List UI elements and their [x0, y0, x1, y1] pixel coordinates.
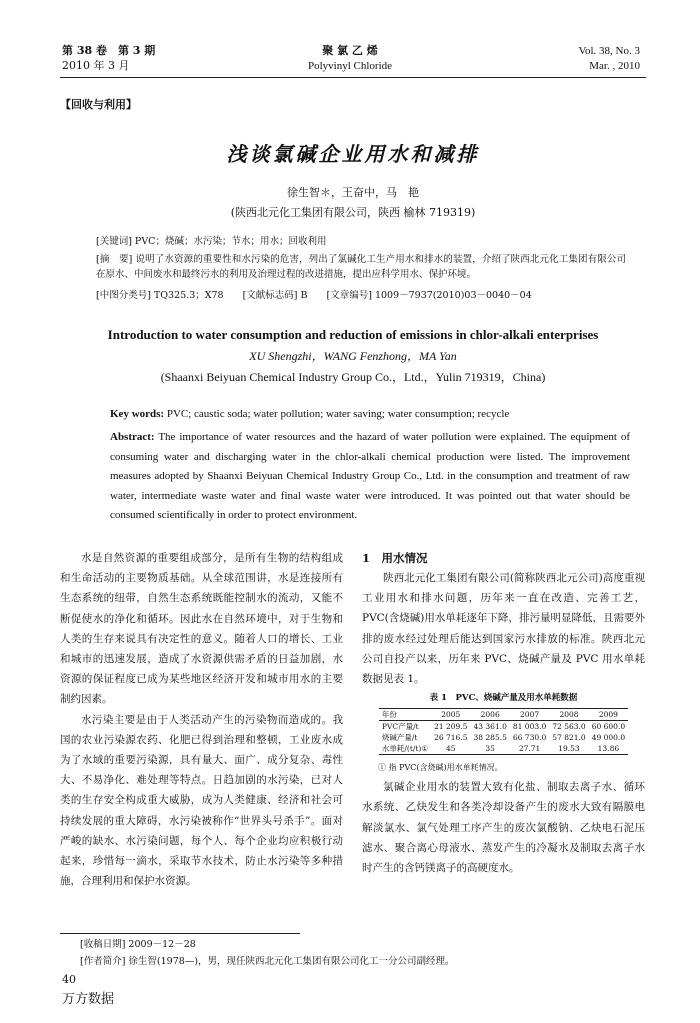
table-header-row — [379, 709, 628, 721]
table-header-cell: 年份 — [381, 710, 397, 720]
received-date: [收稿日期] 2009－12－28 — [80, 939, 196, 950]
keywords-en-label: Key words: — [110, 408, 165, 420]
journal-date: 2010 年 3 月 — [62, 59, 130, 72]
table-cell: 49 000.0 — [591, 733, 626, 743]
page-number: 40 — [62, 973, 76, 986]
table-cell: 43 361.0 — [473, 722, 507, 732]
title-en: Introduction to water consumption and reduction of emissions in chlor-alkali enterprises — [107, 327, 599, 342]
classification-cn: [中图分类号] TQ325.3；X78 [文献标志码] B [文章编号] 1009－7937(2010)03－0040－04 — [96, 290, 532, 301]
authors-cn: 徐生智＊，王奋中，马 艳 — [287, 186, 419, 199]
table-cell: 19.53 — [558, 744, 580, 754]
section-heading: 1 用水情况 — [362, 551, 428, 565]
table-cell: 81 003.0 — [512, 722, 547, 732]
header-rule — [60, 77, 646, 78]
left-column — [60, 548, 343, 891]
section-label: 【回收与利用】 — [60, 98, 137, 111]
table-header-cell: 2009 — [598, 710, 618, 720]
table-cell: 35 — [485, 744, 495, 754]
page-title: 浅谈氯碱企业用水和减排 — [226, 142, 480, 166]
table-cell: PVC产量/t — [381, 722, 419, 732]
table-caption: 表 1 PVC、烧碱产量及用水单耗数据 — [429, 693, 578, 704]
keywords-en-text: PVC; caustic soda; water pollution; water saving; water consumption; recycle — [164, 408, 510, 420]
table-cell: 26 716.5 — [434, 733, 468, 743]
right-paragraph-2-text: 氯碱企业用水的装置大致有化盐、制取去离子水、循环水系统、乙炔发生和各类冷却设备产生的废水大致有隔膜电解淡氯水、氯气处理工序产生的废次氯酸钠、乙炔电石泥压滤水、聚合离心母液水、蒸发产生的冷凝水及制取去离子水时产生的含钙镁离子的高硬度水。 — [362, 781, 645, 875]
table-header-cell: 2007 — [520, 710, 540, 720]
table-cell: 57 821.0 — [552, 733, 586, 743]
table-cell: 38 285.5 — [473, 733, 507, 743]
table-cell: 21 209.5 — [434, 722, 468, 732]
table-row — [379, 721, 628, 733]
right-paragraph-1-text: 陕西北元化工集团有限公司(简称陕西北元公司)高度重视工业用水和排水问题，历年来一直在改造、完善工艺，PVC(含烧碱)用水单耗逐年下降，排污量明显降低，且需要外排的废水经过处理后能达到国家污水排放的标准。陕西北元公司自投产以来，历年来 PVC、烧碱产量及 PVC 用水单耗数据见表 1。 — [362, 572, 645, 686]
footnote-rule — [60, 933, 300, 934]
left-paragraph-2: 水污染主要是由于人类活动产生的污染物而造成的。我国的农业污染源农药、化肥已得到治理和整顿，工业废水成为了水域的重要污染源，具有量大、面广、成分复杂、毒性大、不易净化、难处理等特点。日趋加剧的水污染，已对人类的生存安全构成重大威胁，成为人类健康、经济和社会可持续发展的重大障碍，水污染被称作“世界头号杀手”。面对严峻的缺水、水污染问题，每个人、每个企业均应积极行动起来，珍惜每一滴水，采取节水技术，防止水污染等多种措施，合理利用和保护水资源。 — [60, 713, 343, 888]
author-bio: [作者简介] 徐生智(1978—)，男，现任陕西北元化工集团有限公司化工一分公司副经理。 — [80, 956, 455, 967]
table-cell: 72 563.0 — [552, 722, 586, 732]
table-cell: 60 600.0 — [591, 722, 626, 732]
journal-issue: 第 38 卷 第 3 期 — [62, 44, 156, 57]
table-cell: 66 730.0 — [512, 733, 547, 743]
right-paragraph-2 — [362, 777, 645, 878]
table-note: ① 指 PVC(含烧碱)用水单耗情况。 — [378, 763, 503, 773]
table-cell: 45 — [445, 744, 456, 754]
keywords-en — [110, 408, 630, 420]
abstract-cn: [摘 要] 说明了水资源的重要性和水污染的危害，列出了氯碱化工生产用水和排水的装置，介绍了陕西北元化工集团有限公司在原水、中间废水和最终污水的利用及治理过程的改进措施，提出应科学用水、保护环境。 — [96, 254, 626, 280]
table-row — [379, 732, 628, 743]
table-row — [379, 743, 628, 755]
table-header-cell: 2006 — [480, 710, 500, 720]
table-cell: 13.86 — [597, 744, 620, 754]
journal-month: Mar. , 2010 — [589, 60, 640, 72]
abstract-en — [110, 428, 630, 526]
left-paragraph-1: 水是自然资源的重要组成部分，是所有生物的结构组成和生命活动的主要物质基础。从全球范围讲，水是连接所有生态系统的纽带，自然生态系统既能控制水的流动，又能不断促使水的净化和循环。因此水在自然环境中，对于生物和人类的生存来说具有决定性的意义。随着人口的增长、工业和城市的迅速发展，造成了水资源供需矛盾的日益加剧，水资源的保证程度已成为某些地区经济开发和城市用水的主要制约因素。 — [60, 552, 343, 706]
data-table — [379, 708, 628, 755]
journal-name-en: Polyvinyl Chloride — [307, 60, 393, 72]
abstract-en-text: The importance of water resources and the hazard of water pollution were explained. The equipment of consuming water and discharging water in the chlor-alkali chemical production were listed. The improvement measures adopted by Shaanxi Beiyuan Chemical Industry Group Co., Ltd. in the consumption and treatment of raw water, intermediate waste water and final waste water were introduced. It was pointed out that water should be consumed scientifically in order to protect environment. — [110, 431, 630, 521]
watermark: 万方数据 — [62, 992, 115, 1007]
table-cell: 烧碱产量/t — [381, 733, 418, 743]
abstract-en-label: Abstract: — [110, 431, 155, 443]
table-cell: 27.71 — [518, 744, 541, 754]
affiliation-en: (Shaanxi Beiyuan Chemical Industry Group Co.，Ltd.，Yulin 719319，China) — [160, 370, 546, 384]
journal-name-cn: 聚 氯 乙 烯 — [322, 44, 378, 57]
affiliation-cn: (陕西北元化工集团有限公司，陕西 榆林 719319) — [230, 206, 476, 219]
table-cell: 水单耗/(t/t)① — [381, 744, 429, 754]
authors-en: XU Shengzhi，WANG Fenzhong，MA Yan — [249, 349, 457, 363]
right-column — [362, 548, 645, 878]
journal-volume: Vol. 38, No. 3 — [578, 45, 640, 57]
table-header-cell: 2008 — [559, 710, 579, 720]
keywords-cn: [关键词] PVC；烧碱；水污染；节水；用水；回收利用 — [96, 236, 327, 247]
table-header-cell: 2005 — [441, 710, 461, 720]
right-paragraph-1 — [362, 568, 645, 689]
